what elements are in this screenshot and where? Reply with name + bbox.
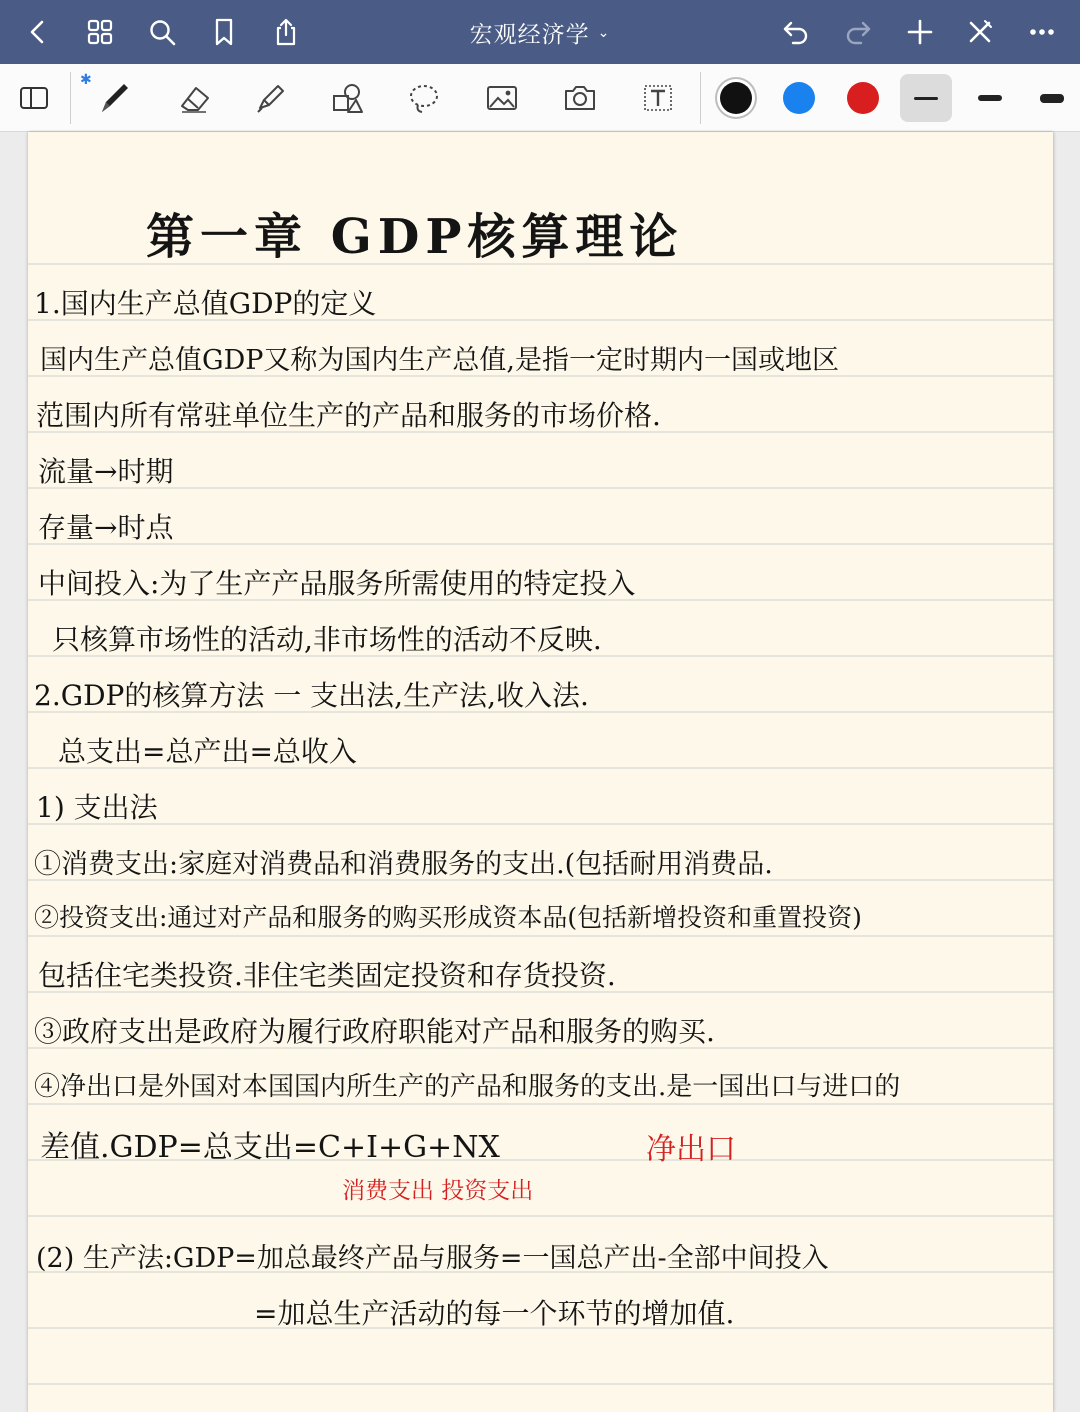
note-line-18: =加总生产活动的每一个环节的增加值. (254, 1297, 735, 1330)
note-line-14: ③政府支出是政府为履行政府职能对产品和服务的购买. (34, 1015, 715, 1048)
pen-icon[interactable] (90, 76, 138, 120)
document-title: 宏观经济学 (469, 21, 590, 48)
bluetooth-icon: ✱ (80, 72, 92, 88)
back-chevron-icon[interactable] (16, 10, 60, 54)
note-line-17: (2) 生产法:GDP=加总最终产品与服务=一国总产出-全部中间投入 (36, 1243, 829, 1274)
notebook-page[interactable] (28, 132, 1053, 1412)
note-line-1: 1.国内生产总值GDP的定义 (34, 287, 377, 320)
lasso-icon[interactable] (400, 76, 448, 120)
bookmark-icon[interactable] (202, 10, 246, 54)
camera-icon[interactable] (556, 76, 604, 120)
note-title: 第一章 GDP核算理论 (146, 209, 684, 265)
plus-icon[interactable] (898, 10, 942, 54)
grid-icon[interactable] (78, 10, 122, 54)
share-icon[interactable] (264, 10, 308, 54)
layout-icon[interactable] (10, 76, 58, 120)
text-icon[interactable] (634, 76, 682, 120)
image-icon[interactable] (478, 76, 526, 120)
undo-icon[interactable] (774, 10, 818, 54)
color-swatch-blue[interactable] (783, 82, 815, 114)
note-line-12: ②投资支出:通过对产品和服务的购买形成资本品(包括新增投资和重置投资) (34, 903, 862, 932)
pen-toolbar (0, 64, 1080, 132)
note-line-13: 包括住宅类投资.非住宅类固定投资和存货投资. (38, 959, 616, 992)
note-line-7: 只核算市场性的活动,非市场性的活动不反映. (52, 623, 602, 656)
note-line-16: 差值.GDP=总支出=C+I+G+NX (40, 1130, 500, 1165)
note-line-11: ①消费支出:家庭对消费品和消费服务的支出.(包括耐用消费品. (34, 849, 773, 880)
eraser-icon[interactable] (170, 76, 218, 120)
ruled-lines (28, 132, 1053, 1412)
note-line-5: 存量→时点 (38, 511, 174, 544)
close-pen-icon[interactable] (958, 10, 1002, 54)
more-icon[interactable] (1020, 10, 1064, 54)
note-line-2: 国内生产总值GDP又称为国内生产总值,是指一定时期内一国或地区 (40, 345, 839, 376)
redo-icon[interactable] (836, 10, 880, 54)
annotation-net-export: 净出口 (646, 1132, 736, 1167)
stroke-width-thin[interactable] (900, 74, 952, 122)
note-line-10: 1) 支出法 (36, 791, 158, 824)
note-line-4: 流量→时期 (38, 455, 174, 488)
note-line-9: 总支出=总产出=总收入 (58, 735, 357, 768)
note-line-8: 2.GDP的核算方法 一 支出法,生产法,收入法. (34, 679, 589, 712)
toolbar-divider (70, 72, 71, 124)
note-line-3: 范围内所有常驻单位生产的产品和服务的市场价格. (36, 399, 661, 432)
annotation-consumption-investment: 消费支出 投资支出 (342, 1178, 534, 1204)
stroke-width-thick[interactable] (1026, 74, 1078, 122)
highlighter-icon[interactable] (246, 76, 294, 120)
document-title-button[interactable] (470, 16, 611, 49)
toolbar-divider (700, 72, 701, 124)
top-nav-bar (0, 0, 1080, 64)
note-line-15: ④净出口是外国对本国国内所生产的产品和服务的支出.是一国出口与进口的 (34, 1072, 901, 1102)
color-swatch-red[interactable] (847, 82, 879, 114)
stroke-width-medium[interactable] (964, 74, 1016, 122)
color-swatch-black[interactable] (720, 82, 752, 114)
note-line-6: 中间投入:为了生产产品服务所需使用的特定投入 (38, 567, 636, 600)
shapes-icon[interactable] (322, 76, 370, 120)
chevron-down-icon: ⌄ (597, 25, 611, 41)
search-icon[interactable] (140, 10, 184, 54)
